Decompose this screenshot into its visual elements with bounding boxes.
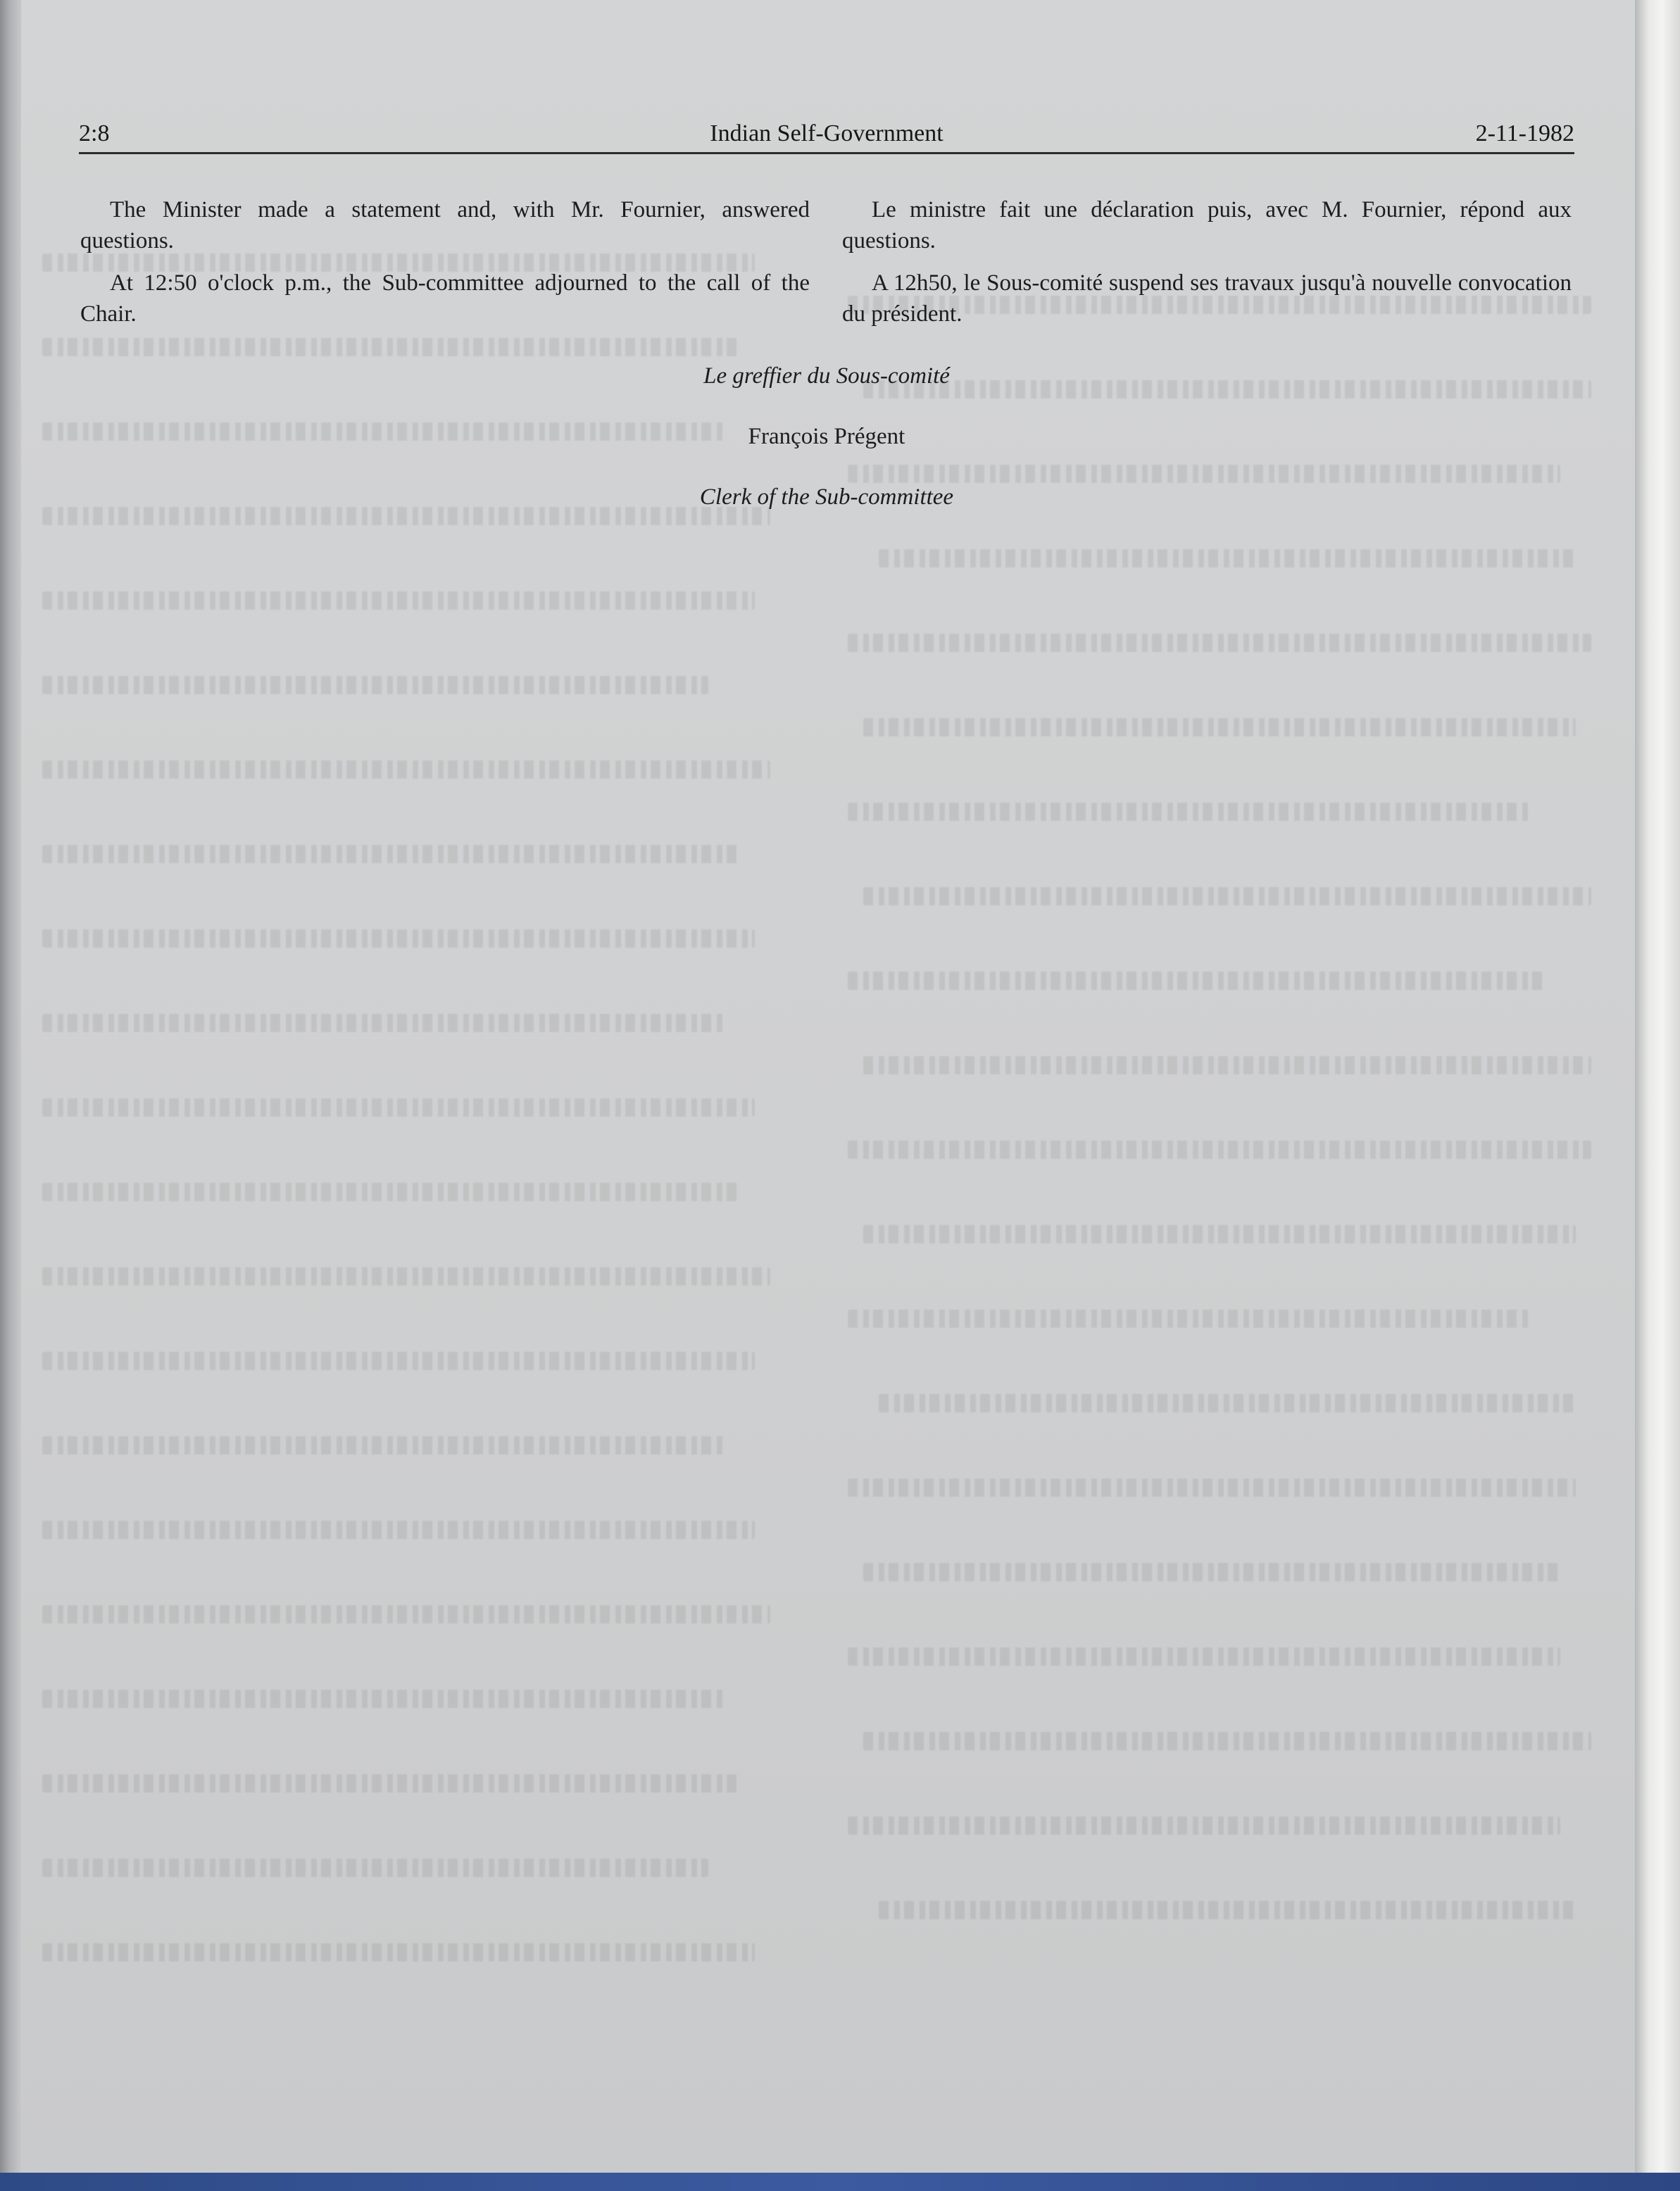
french-column [842,194,1572,341]
header-rule [79,152,1574,154]
page-edge [1635,0,1680,2191]
clerk-title-english: Clerk of the Sub-committee [699,484,954,510]
binding-edge [0,0,21,2191]
english-paragraph-2: At 12:50 o'clock p.m., the Sub-committee adjourned to the call of the Chair. [80,270,810,327]
english-paragraph-1: The Minister made a statement and, with Mr. Fournier, answered questions. [80,197,810,253]
page-number: 2:8 [79,120,110,146]
clerk-name: François Prégent [748,424,905,449]
clerk-title-french: Le greffier du Sous-comité [703,363,950,389]
page-header [79,118,1574,153]
scan-bottom-strip [0,2173,1680,2191]
issue-date: 2-11-1982 [1475,120,1574,146]
french-paragraph-2: A 12h50, le Sous-comité suspend ses travaux jusqu'à nouvelle convocation du président. [842,270,1572,327]
running-title: Indian Self-Government [710,120,944,146]
english-column [80,194,810,341]
french-paragraph-1: Le ministre fait une déclaration puis, avec M. Fournier, répond aux questions. [842,197,1572,253]
